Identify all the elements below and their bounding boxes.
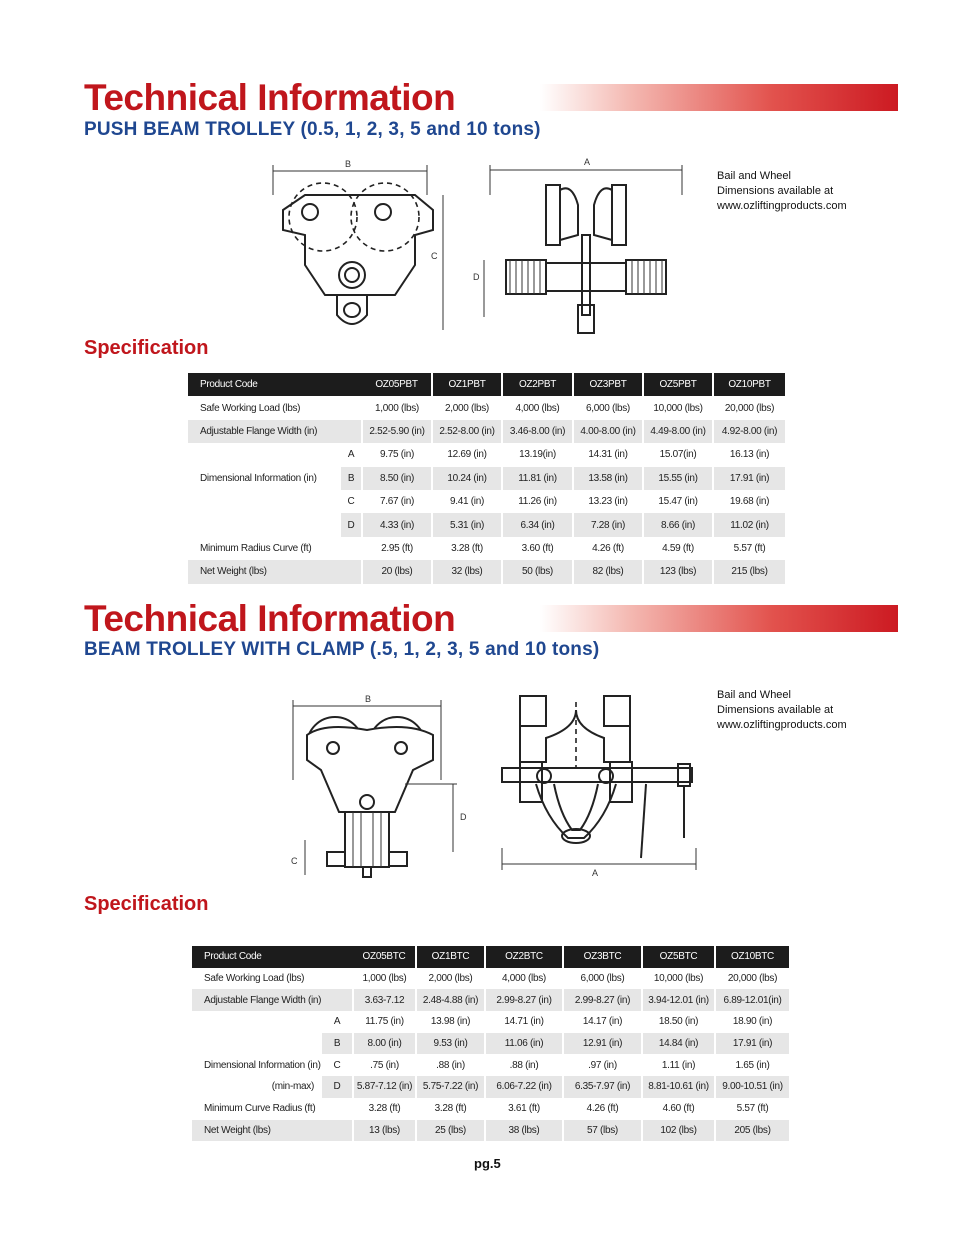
header-product-code: OZ05BTC [353, 946, 416, 968]
row-dimension-letter [322, 968, 353, 990]
diagram-label-b: B [365, 694, 372, 704]
header-product-code: OZ1PBT [432, 373, 502, 396]
table-cell: 6,000 (lbs) [573, 396, 643, 419]
section1-title-bar [540, 84, 898, 111]
row-dimension-letter: C [341, 490, 362, 513]
row-dimension-letter: B [322, 1033, 353, 1055]
row-label: Adjustable Flange Width (in) [192, 989, 322, 1011]
table-cell: 11.26 (in) [502, 490, 573, 513]
section2-spec-table [192, 946, 791, 1141]
diagram-label-a: A [584, 157, 591, 167]
header-product-code: OZ2BTC [485, 946, 563, 968]
section2-title: Technical Information [84, 598, 456, 639]
row-dimension-letter [322, 1098, 353, 1120]
table-cell: 6.35-7.97 (in) [563, 1076, 642, 1098]
push-trolley-front-diagram [265, 155, 455, 337]
table-row [192, 1033, 790, 1055]
table-cell: 11.02 (in) [713, 513, 786, 536]
table-cell: 1.11 (in) [642, 1054, 715, 1076]
table-cell: 6.34 (in) [502, 513, 573, 536]
note-line: Dimensions available at [717, 185, 834, 197]
header-product-code: OZ10BTC [715, 946, 790, 968]
table-row [192, 1098, 790, 1120]
section1-spec-table [188, 373, 787, 584]
table-row [188, 560, 786, 583]
header-product-code: OZ1BTC [416, 946, 485, 968]
section2-title-bar [540, 605, 898, 632]
table-cell: 12.69 (in) [432, 443, 502, 466]
table-cell: 4.92-8.00 (in) [713, 420, 786, 443]
row-label: Dimensional Information (in) [204, 1059, 321, 1071]
table-cell: 3.28 (ft) [432, 537, 502, 560]
row-label: Net Weight (lbs) [192, 1120, 322, 1142]
table-row [192, 1011, 790, 1033]
table-cell: 102 (lbs) [642, 1120, 715, 1142]
table-cell: 8.50 (in) [362, 467, 432, 490]
table-cell: 20 (lbs) [362, 560, 432, 583]
table-cell: 5.31 (in) [432, 513, 502, 536]
table-cell: 14.17 (in) [563, 1011, 642, 1033]
table-cell: 7.67 (in) [362, 490, 432, 513]
header-product-code: OZ5BTC [642, 946, 715, 968]
diagram-label-c: C [291, 856, 298, 866]
table-cell: 2,000 (lbs) [416, 968, 485, 990]
table-cell: 13.98 (in) [416, 1011, 485, 1033]
table-cell: 25 (lbs) [416, 1120, 485, 1142]
table-row [192, 1054, 790, 1076]
table-cell: 2.99-8.27 (in) [485, 989, 563, 1011]
table-row [188, 467, 786, 490]
table-cell: 4.26 (ft) [563, 1098, 642, 1120]
table-cell: 14.84 (in) [642, 1033, 715, 1055]
table-cell: .75 (in) [353, 1054, 416, 1076]
table-cell: 10,000 (lbs) [642, 968, 715, 990]
table-cell: 13.23 (in) [573, 490, 643, 513]
table-cell: 4.26 (ft) [573, 537, 643, 560]
table-cell: 205 (lbs) [715, 1120, 790, 1142]
row-label [192, 1011, 322, 1033]
table-cell: 13 (lbs) [353, 1120, 416, 1142]
table-cell: 4.59 (ft) [643, 537, 713, 560]
note-line: Dimensions available at [717, 704, 834, 716]
table-cell: 5.57 (ft) [713, 537, 786, 560]
table-cell: 15.55 (in) [643, 467, 713, 490]
row-dimension-letter [341, 560, 362, 583]
section2-note [717, 688, 847, 733]
table-cell: 1,000 (lbs) [362, 396, 432, 419]
table-cell: 4,000 (lbs) [502, 396, 573, 419]
row-label [188, 513, 341, 536]
table-cell: 38 (lbs) [485, 1120, 563, 1142]
table-row [192, 1120, 790, 1142]
table-cell: 32 (lbs) [432, 560, 502, 583]
row-label [192, 1033, 322, 1055]
row-dimension-letter: B [341, 467, 362, 490]
table-cell: 15.07(in) [643, 443, 713, 466]
section1-title: Technical Information [84, 77, 456, 118]
row-label: Minimum Curve Radius (ft) [204, 1103, 316, 1115]
table-cell: 3.28 (ft) [416, 1098, 485, 1120]
table-row [192, 989, 790, 1011]
table-cell: 10,000 (lbs) [643, 396, 713, 419]
row-dimension-letter: A [322, 1011, 353, 1033]
table-cell: 14.71 (in) [485, 1011, 563, 1033]
table-cell: 9.41 (in) [432, 490, 502, 513]
table-header-row [188, 373, 786, 396]
note-url[interactable]: www.ozliftingproducts.com [717, 719, 847, 731]
table-cell: 11.75 (in) [353, 1011, 416, 1033]
table-cell: 2.48-4.88 (in) [416, 989, 485, 1011]
table-cell: 16.13 (in) [713, 443, 786, 466]
table-cell: 2,000 (lbs) [432, 396, 502, 419]
table-cell: 3.46-8.00 (in) [502, 420, 573, 443]
row-dimension-letter: C [322, 1054, 353, 1076]
table-cell: 3.61 (ft) [485, 1098, 563, 1120]
table-cell: 8.81-10.61 (in) [642, 1076, 715, 1098]
row-label: Minimum Radius Curve (ft) [200, 542, 312, 554]
header-product-code: OZ2PBT [502, 373, 573, 396]
diagram-label-a: A [592, 868, 599, 878]
row-label: Safe Working Load (lbs) [204, 973, 305, 985]
table-cell: 12.91 (in) [563, 1033, 642, 1055]
note-url[interactable]: www.ozliftingproducts.com [717, 200, 847, 212]
table-cell: 2.52-5.90 (in) [362, 420, 432, 443]
table-cell: 1,000 (lbs) [353, 968, 416, 990]
diagram-label-b: B [345, 159, 352, 169]
row-dimension-letter [322, 989, 353, 1011]
table-cell: 20,000 (lbs) [715, 968, 790, 990]
row-dimension-letter [341, 396, 362, 419]
header-product-code: OZ3PBT [573, 373, 643, 396]
table-cell: 123 (lbs) [643, 560, 713, 583]
table-cell: 5.57 (ft) [715, 1098, 790, 1120]
row-dimension-letter: A [341, 443, 362, 466]
diagram-label-d: D [473, 272, 480, 282]
clamp-trolley-front-diagram [285, 690, 475, 890]
table-cell: 3.94-12.01 (in) [642, 989, 715, 1011]
row-dimension-letter [341, 537, 362, 560]
table-cell: 57 (lbs) [563, 1120, 642, 1142]
header-product-code: OZ10PBT [713, 373, 786, 396]
row-dimension-letter: D [322, 1076, 353, 1098]
table-cell: .88 (in) [485, 1054, 563, 1076]
table-cell: 1.65 (in) [715, 1054, 790, 1076]
diagram-label-c: C [431, 251, 438, 261]
table-cell: 4.49-8.00 (in) [643, 420, 713, 443]
table-cell: 5.87-7.12 (in) [353, 1076, 416, 1098]
note-line: Bail and Wheel [717, 170, 791, 182]
row-dimension-letter: D [341, 513, 362, 536]
table-row [192, 1076, 790, 1098]
table-cell: 13.19(in) [502, 443, 573, 466]
table-row [192, 968, 790, 990]
table-cell: 2.99-8.27 (in) [563, 989, 642, 1011]
row-label: (min-max) [271, 1081, 314, 1093]
clamp-trolley-side-diagram [496, 688, 706, 878]
section1-spec-heading: Specification [84, 337, 209, 359]
page-number: pg.5 [474, 1156, 501, 1171]
table-cell: 11.06 (in) [485, 1033, 563, 1055]
header-label: Product Code [188, 373, 362, 396]
header-label: Product Code [192, 946, 353, 968]
table-row [188, 490, 786, 513]
table-cell: 50 (lbs) [502, 560, 573, 583]
header-product-code: OZ05PBT [362, 373, 432, 396]
row-dimension-letter [322, 1120, 353, 1142]
table-cell: 4.00-8.00 (in) [573, 420, 643, 443]
table-cell: 82 (lbs) [573, 560, 643, 583]
table-cell: 18.50 (in) [642, 1011, 715, 1033]
table-cell: 2.52-8.00 (in) [432, 420, 502, 443]
table-row [188, 513, 786, 536]
table-cell: 2.95 (ft) [362, 537, 432, 560]
section2-spec-heading: Specification [84, 893, 209, 915]
row-label: Dimensional Information (in) [200, 472, 317, 484]
table-cell: 6.89-12.01(in) [715, 989, 790, 1011]
header-product-code: OZ5PBT [643, 373, 713, 396]
table-row [188, 537, 786, 560]
diagram-label-d: D [460, 812, 467, 822]
table-cell: 4,000 (lbs) [485, 968, 563, 990]
table-cell: 20,000 (lbs) [713, 396, 786, 419]
row-dimension-letter [341, 420, 362, 443]
table-cell: 19.68 (in) [713, 490, 786, 513]
table-row [188, 396, 786, 419]
table-cell: 11.81 (in) [502, 467, 573, 490]
table-cell: 5.75-7.22 (in) [416, 1076, 485, 1098]
table-cell: 7.28 (in) [573, 513, 643, 536]
table-cell: 3.60 (ft) [502, 537, 573, 560]
row-label: Adjustable Flange Width (in) [188, 420, 341, 443]
section1-note [717, 169, 847, 214]
table-cell: 15.47 (in) [643, 490, 713, 513]
table-row [188, 443, 786, 466]
table-header-row [192, 946, 790, 968]
table-cell: 9.53 (in) [416, 1033, 485, 1055]
table-cell: 17.91 (in) [715, 1033, 790, 1055]
table-cell: 8.00 (in) [353, 1033, 416, 1055]
table-cell: 9.75 (in) [362, 443, 432, 466]
table-cell: 6.06-7.22 (in) [485, 1076, 563, 1098]
table-cell: .88 (in) [416, 1054, 485, 1076]
table-cell: 4.33 (in) [362, 513, 432, 536]
table-cell: 3.28 (ft) [353, 1098, 416, 1120]
row-label [188, 443, 341, 466]
table-cell: 215 (lbs) [713, 560, 786, 583]
table-cell: 8.66 (in) [643, 513, 713, 536]
table-cell: 17.91 (in) [713, 467, 786, 490]
row-label: Safe Working Load (lbs) [200, 402, 301, 414]
row-label: Net Weight (lbs) [188, 560, 341, 583]
section2-subtitle: BEAM TROLLEY WITH CLAMP (.5, 1, 2, 3, 5 and 10 tons) [84, 639, 600, 660]
table-cell: .97 (in) [563, 1054, 642, 1076]
header-product-code: OZ3BTC [563, 946, 642, 968]
push-trolley-side-diagram [472, 155, 692, 337]
table-cell: 10.24 (in) [432, 467, 502, 490]
section1-subtitle: PUSH BEAM TROLLEY (0.5, 1, 2, 3, 5 and 10 tons) [84, 119, 541, 140]
table-cell: 4.60 (ft) [642, 1098, 715, 1120]
table-cell: 9.00-10.51 (in) [715, 1076, 790, 1098]
table-cell: 6,000 (lbs) [563, 968, 642, 990]
table-cell: 18.90 (in) [715, 1011, 790, 1033]
table-cell: 13.58 (in) [573, 467, 643, 490]
table-cell: 3.63-7.12 [353, 989, 416, 1011]
row-label [188, 490, 341, 513]
table-row [188, 420, 786, 443]
note-line: Bail and Wheel [717, 689, 791, 701]
table-cell: 14.31 (in) [573, 443, 643, 466]
